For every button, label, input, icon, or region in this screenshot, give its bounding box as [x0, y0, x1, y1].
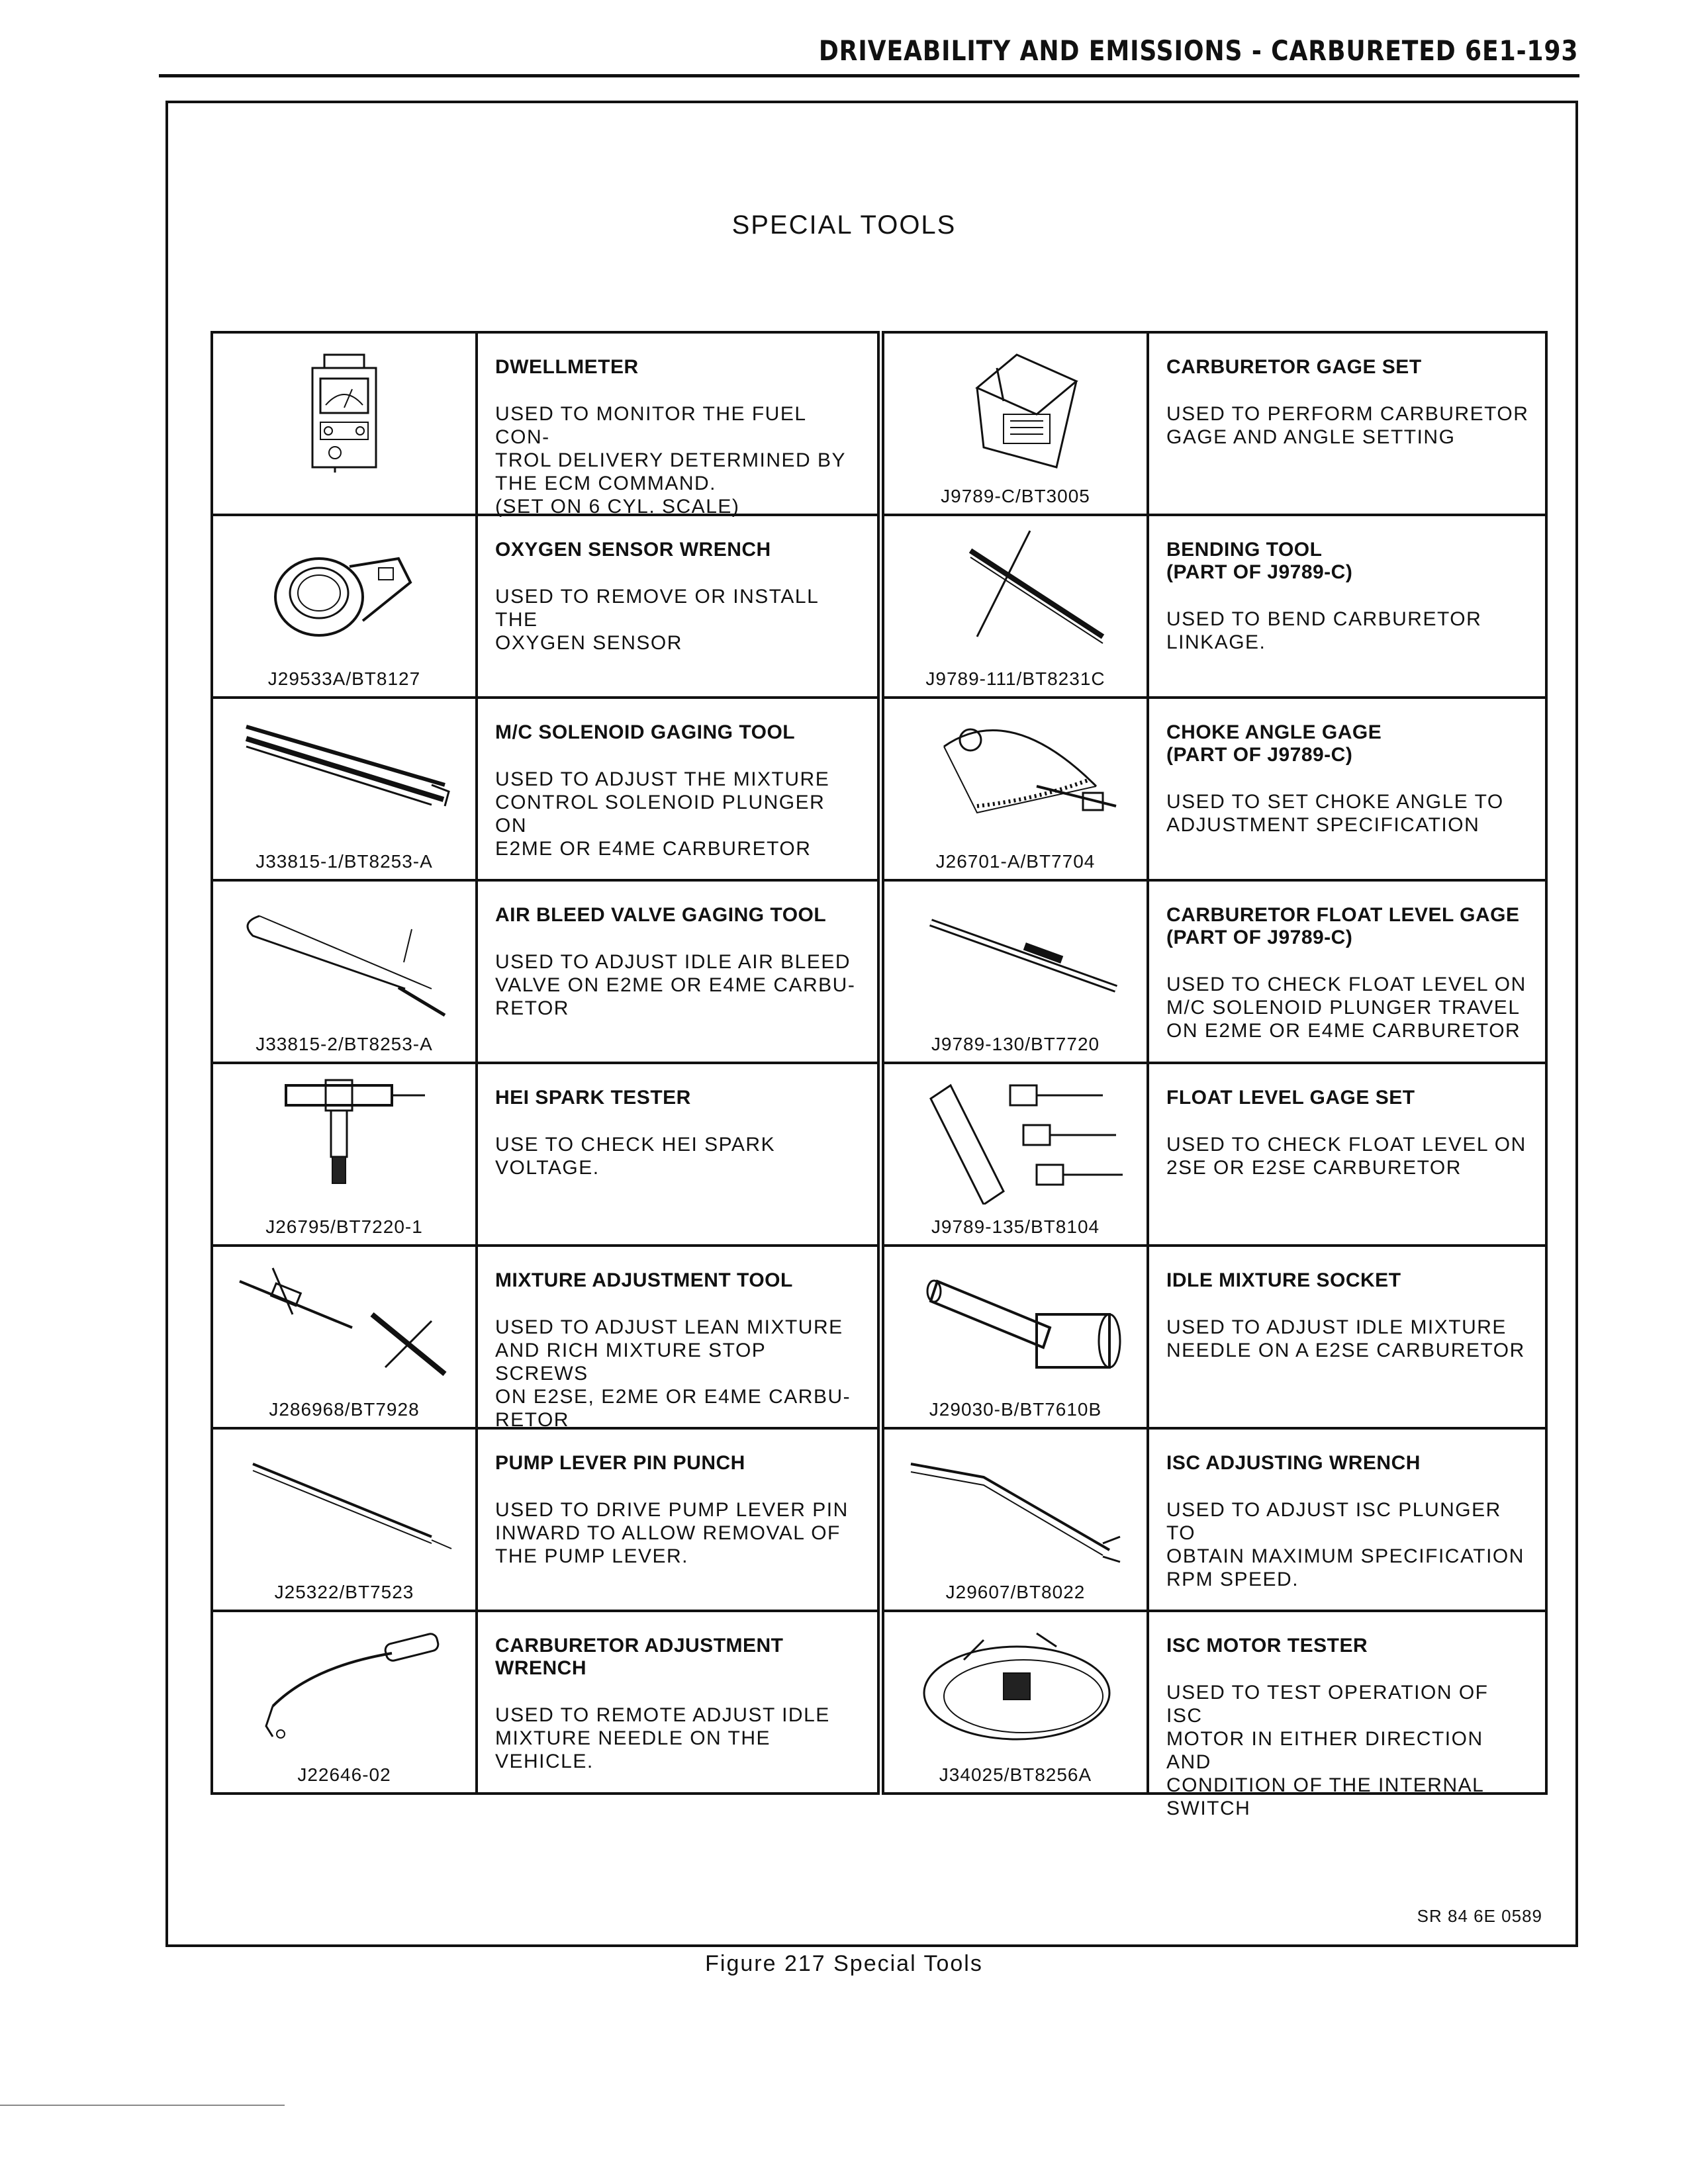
dwellmeter-icon: [233, 341, 458, 474]
tool-illustration: [213, 699, 478, 879]
footer-rule: [0, 2105, 285, 2106]
tool-name: OXYGEN SENSOR WRENCH: [495, 539, 771, 561]
adjustment-wrench-icon: [233, 1620, 458, 1752]
tool-illustration: [884, 1064, 1149, 1244]
tool-use: USED TO CHECK FLOAT LEVEL ON 2SE OR E2SE CARBURETOR: [1166, 1134, 1526, 1179]
tool-description: [478, 882, 877, 1062]
tool-name: AIR BLEED VALVE GAGING TOOL: [495, 904, 827, 926]
part-number: J29607/BT8022: [945, 1582, 1086, 1602]
left-tool-table: [211, 331, 880, 1795]
tool-row: [884, 1612, 1545, 1819]
tool-name: BENDING TOOL (PART OF J9789-C): [1166, 539, 1353, 583]
air-bleed-gaging-tool-icon: [233, 889, 458, 1022]
tool-illustration: [213, 334, 478, 514]
figure-caption: Figure 217 Special Tools: [705, 1951, 983, 1976]
bending-tool-icon: [904, 524, 1129, 657]
tool-name: ISC ADJUSTING WRENCH: [1166, 1452, 1421, 1474]
part-number: J22646-02: [297, 1764, 391, 1785]
tool-illustration: [884, 882, 1149, 1062]
tool-description: [478, 1247, 877, 1431]
spark-tester-icon: [233, 1072, 458, 1205]
right-tool-table: [882, 331, 1548, 1819]
tool-illustration: [884, 516, 1149, 696]
tool-illustration: [884, 1612, 1149, 1792]
tool-use: USED TO ADJUST ISC PLUNGER TO OBTAIN MAXIMUM SPECIFICATION RPM SPEED.: [1166, 1499, 1524, 1590]
solenoid-gaging-tool-icon: [233, 707, 458, 839]
tool-description: [478, 1064, 877, 1244]
oxygen-sensor-wrench-icon: [233, 524, 458, 657]
tool-description: [1149, 516, 1545, 696]
tool-illustration: [884, 699, 1149, 879]
tool-description: [1149, 1064, 1545, 1244]
idle-mixture-socket-icon: [904, 1255, 1129, 1387]
tool-name: ISC MOTOR TESTER: [1166, 1635, 1368, 1657]
tool-use: USED TO SET CHOKE ANGLE TO ADJUSTMENT SPECIFICATION: [1166, 791, 1504, 836]
tool-description: [1149, 1247, 1545, 1427]
tool-illustration: [213, 1247, 478, 1427]
tool-row: [213, 334, 877, 516]
part-number: J26701-A/BT7704: [935, 851, 1096, 872]
float-level-gage-icon: [904, 889, 1129, 1022]
part-number: J34025/BT8256A: [939, 1764, 1092, 1785]
tool-row: [884, 1247, 1545, 1430]
tool-name: DWELLMETER: [495, 356, 639, 378]
tool-name: FLOAT LEVEL GAGE SET: [1166, 1087, 1415, 1109]
tool-row: [213, 1612, 877, 1792]
figure-reference-code: SR 84 6E 0589: [1417, 1906, 1542, 1926]
tool-description: [1149, 334, 1545, 514]
part-number: J25322/BT7523: [274, 1582, 414, 1602]
tool-use: USED TO MONITOR THE FUEL CON- TROL DELIVERY DETERMINED BY THE ECM COMMAND. (SET ON 6 CYL. SCALE): [495, 403, 847, 518]
part-number: J9789-C/BT3005: [941, 486, 1090, 506]
isc-motor-tester-icon: [904, 1620, 1129, 1752]
tool-use: USED TO REMOVE OR INSTALL THE OXYGEN SENSOR: [495, 586, 819, 654]
part-number: J9789-135/BT8104: [931, 1216, 1100, 1237]
choke-angle-gage-icon: [904, 707, 1129, 839]
isc-wrench-icon: [904, 1437, 1129, 1570]
tool-illustration: [884, 334, 1149, 514]
tool-name: CARBURETOR FLOAT LEVEL GAGE (PART OF J9789-C): [1166, 904, 1520, 948]
tool-use: USED TO TEST OPERATION OF ISC MOTOR IN EITHER DIRECTION AND CONDITION OF THE INTERNAL SWITCH: [1166, 1682, 1489, 1819]
tool-illustration: [213, 882, 478, 1062]
tool-use: USED TO PERFORM CARBURETOR GAGE AND ANGLE SETTING: [1166, 403, 1529, 448]
part-number: J33815-1/BT8253-A: [256, 851, 433, 872]
tool-row: [884, 882, 1545, 1064]
tool-row: [884, 699, 1545, 882]
part-number: J33815-2/BT8253-A: [256, 1034, 433, 1054]
tool-use: USED TO CHECK FLOAT LEVEL ON M/C SOLENOID PLUNGER TRAVEL ON E2ME OR E4ME CARBURETOR: [1166, 974, 1526, 1042]
tool-row: [884, 1064, 1545, 1247]
tool-description: [1149, 882, 1545, 1062]
tool-description: [478, 334, 877, 518]
tool-row: [213, 882, 877, 1064]
tool-name: MIXTURE ADJUSTMENT TOOL: [495, 1269, 793, 1291]
tool-use: USED TO BEND CARBURETOR LINKAGE.: [1166, 608, 1482, 653]
tool-illustration: [213, 1064, 478, 1244]
tool-illustration: [884, 1430, 1149, 1610]
tool-description: [1149, 1612, 1545, 1819]
tool-use: USED TO ADJUST IDLE AIR BLEED VALVE ON E2ME OR E4ME CARBU- RETOR: [495, 951, 856, 1019]
tool-description: [478, 699, 877, 879]
tool-row: [213, 1064, 877, 1247]
tool-name: PUMP LEVER PIN PUNCH: [495, 1452, 745, 1474]
tool-name: M/C SOLENOID GAGING TOOL: [495, 721, 796, 743]
section-title: SPECIAL TOOLS: [731, 210, 957, 240]
tool-name: CARBURETOR GAGE SET: [1166, 356, 1422, 378]
page-header-title: DRIVEABILITY AND EMISSIONS - CARBURETED 6E1-193: [818, 34, 1578, 67]
tool-row: [213, 699, 877, 882]
tool-use: USED TO ADJUST LEAN MIXTURE AND RICH MIXTURE STOP SCREWS ON E2SE, E2ME OR E4ME CARBU- RETOR: [495, 1316, 851, 1431]
header-rule: [159, 74, 1579, 77]
tool-row: [213, 516, 877, 699]
tool-illustration: [213, 516, 478, 696]
tool-illustration: [213, 1612, 478, 1792]
part-number: J286968/BT7928: [269, 1399, 420, 1420]
tool-use: USED TO ADJUST THE MIXTURE CONTROL SOLENOID PLUNGER ON E2ME OR E4ME CARBURETOR: [495, 768, 830, 860]
float-gage-set-icon: [904, 1072, 1129, 1205]
tool-use: USED TO DRIVE PUMP LEVER PIN INWARD TO ALLOW REMOVAL OF THE PUMP LEVER.: [495, 1499, 849, 1567]
mixture-adjustment-tool-icon: [233, 1255, 458, 1387]
tool-description: [1149, 699, 1545, 879]
part-number: J26795/BT7220-1: [265, 1216, 423, 1237]
part-number: J9789-111/BT8231C: [925, 668, 1105, 689]
tool-use: USED TO ADJUST IDLE MIXTURE NEEDLE ON A E2SE CARBURETOR: [1166, 1316, 1525, 1361]
tool-row: [884, 334, 1545, 516]
tool-row: [884, 516, 1545, 699]
tool-row: [884, 1430, 1545, 1612]
tool-row: [213, 1430, 877, 1612]
pin-punch-icon: [233, 1437, 458, 1570]
tool-name: HEI SPARK TESTER: [495, 1087, 691, 1109]
tool-description: [478, 1612, 877, 1792]
tool-description: [478, 516, 877, 696]
tool-name: CARBURETOR ADJUSTMENT WRENCH: [495, 1635, 784, 1679]
tool-illustration: [213, 1430, 478, 1610]
part-number: J29533A/BT8127: [267, 668, 421, 689]
part-number: J29030-B/BT7610B: [929, 1399, 1102, 1420]
tool-row: [213, 1247, 877, 1430]
part-number: J9789-130/BT7720: [931, 1034, 1100, 1054]
tool-use: USED TO REMOTE ADJUST IDLE MIXTURE NEEDLE ON THE VEHICLE.: [495, 1704, 830, 1772]
tool-name: IDLE MIXTURE SOCKET: [1166, 1269, 1401, 1291]
tool-name: CHOKE ANGLE GAGE (PART OF J9789-C): [1166, 721, 1382, 766]
gage-set-case-icon: [904, 341, 1129, 474]
tool-description: [1149, 1430, 1545, 1610]
tool-illustration: [884, 1247, 1149, 1427]
tool-use: USE TO CHECK HEI SPARK VOLTAGE.: [495, 1134, 776, 1179]
tool-description: [478, 1430, 877, 1610]
